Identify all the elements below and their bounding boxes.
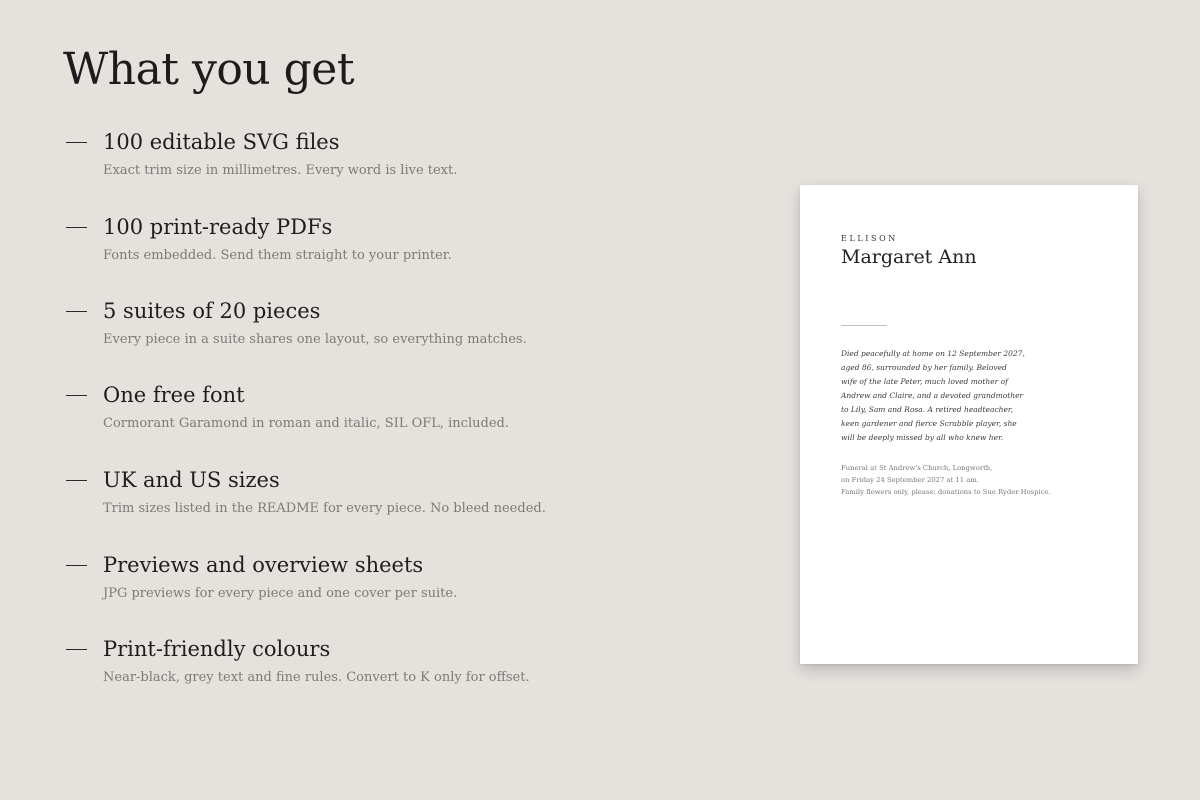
feature-item	[63, 383, 683, 465]
feature-item	[63, 637, 683, 719]
card-body-line: keen gardener and fierce Scrabble player, she	[841, 419, 1017, 428]
feature-item	[63, 130, 683, 212]
feature-item	[63, 468, 683, 550]
dash-divider	[66, 649, 87, 650]
card-rule	[841, 325, 887, 326]
dash-divider	[66, 311, 87, 312]
feature-title: 100 editable SVG files	[103, 130, 340, 154]
feature-item	[63, 299, 683, 381]
card-body-line: Andrew and Claire, and a devoted grandmother	[841, 391, 1024, 400]
feature-title: One free font	[103, 383, 245, 407]
feature-item	[63, 215, 683, 297]
feature-description: Fonts embedded. Send them straight to your printer.	[103, 248, 452, 263]
card-body-line: wife of the late Peter, much loved mother of	[841, 377, 1008, 386]
dash-divider	[66, 480, 87, 481]
feature-title: Print-friendly colours	[103, 637, 331, 661]
card-surname: ELLISON	[841, 234, 898, 243]
feature-title: Previews and overview sheets	[103, 553, 424, 577]
feature-description: JPG previews for every piece and one cover per suite.	[103, 586, 458, 601]
card-detail-line: on Friday 24 September 2027 at 11 am.	[841, 475, 979, 484]
feature-description: Every piece in a suite shares one layout, so everything matches.	[103, 332, 527, 347]
dash-divider	[66, 395, 87, 396]
feature-description: Trim sizes listed in the README for every piece. No bleed needed.	[103, 501, 546, 516]
feature-description: Near-black, grey text and fine rules. Convert to K only for offset.	[103, 670, 530, 685]
preview-card	[800, 185, 1138, 664]
feature-title: 100 print-ready PDFs	[103, 215, 333, 239]
feature-title: 5 suites of 20 pieces	[103, 299, 321, 323]
feature-description: Cormorant Garamond in roman and italic, SIL OFL, included.	[103, 416, 509, 431]
dash-divider	[66, 565, 87, 566]
page-title: What you get	[63, 44, 355, 95]
card-detail-line: Family flowers only, please; donations to Sue Ryder Hospice.	[841, 487, 1051, 496]
card-body-line: will be deeply missed by all who knew her.	[841, 433, 1004, 442]
dash-divider	[66, 142, 87, 143]
dash-divider	[66, 227, 87, 228]
feature-title: UK and US sizes	[103, 468, 280, 492]
feature-list	[63, 0, 683, 800]
feature-description: Exact trim size in millimetres. Every word is live text.	[103, 163, 458, 178]
card-body-line: to Lily, Sam and Rosa. A retired headteacher,	[841, 405, 1014, 414]
card-name: Margaret Ann	[841, 246, 977, 268]
card-detail-line: Funeral at St Andrew's Church, Longworth,	[841, 464, 993, 472]
card-body-line: Died peacefully at home on 12 September 2027,	[841, 349, 1025, 358]
card-body-line: aged 86, surrounded by her family. Beloved	[841, 363, 1007, 372]
feature-item	[63, 553, 683, 635]
card-body	[841, 347, 1091, 445]
card-details	[841, 463, 1101, 498]
